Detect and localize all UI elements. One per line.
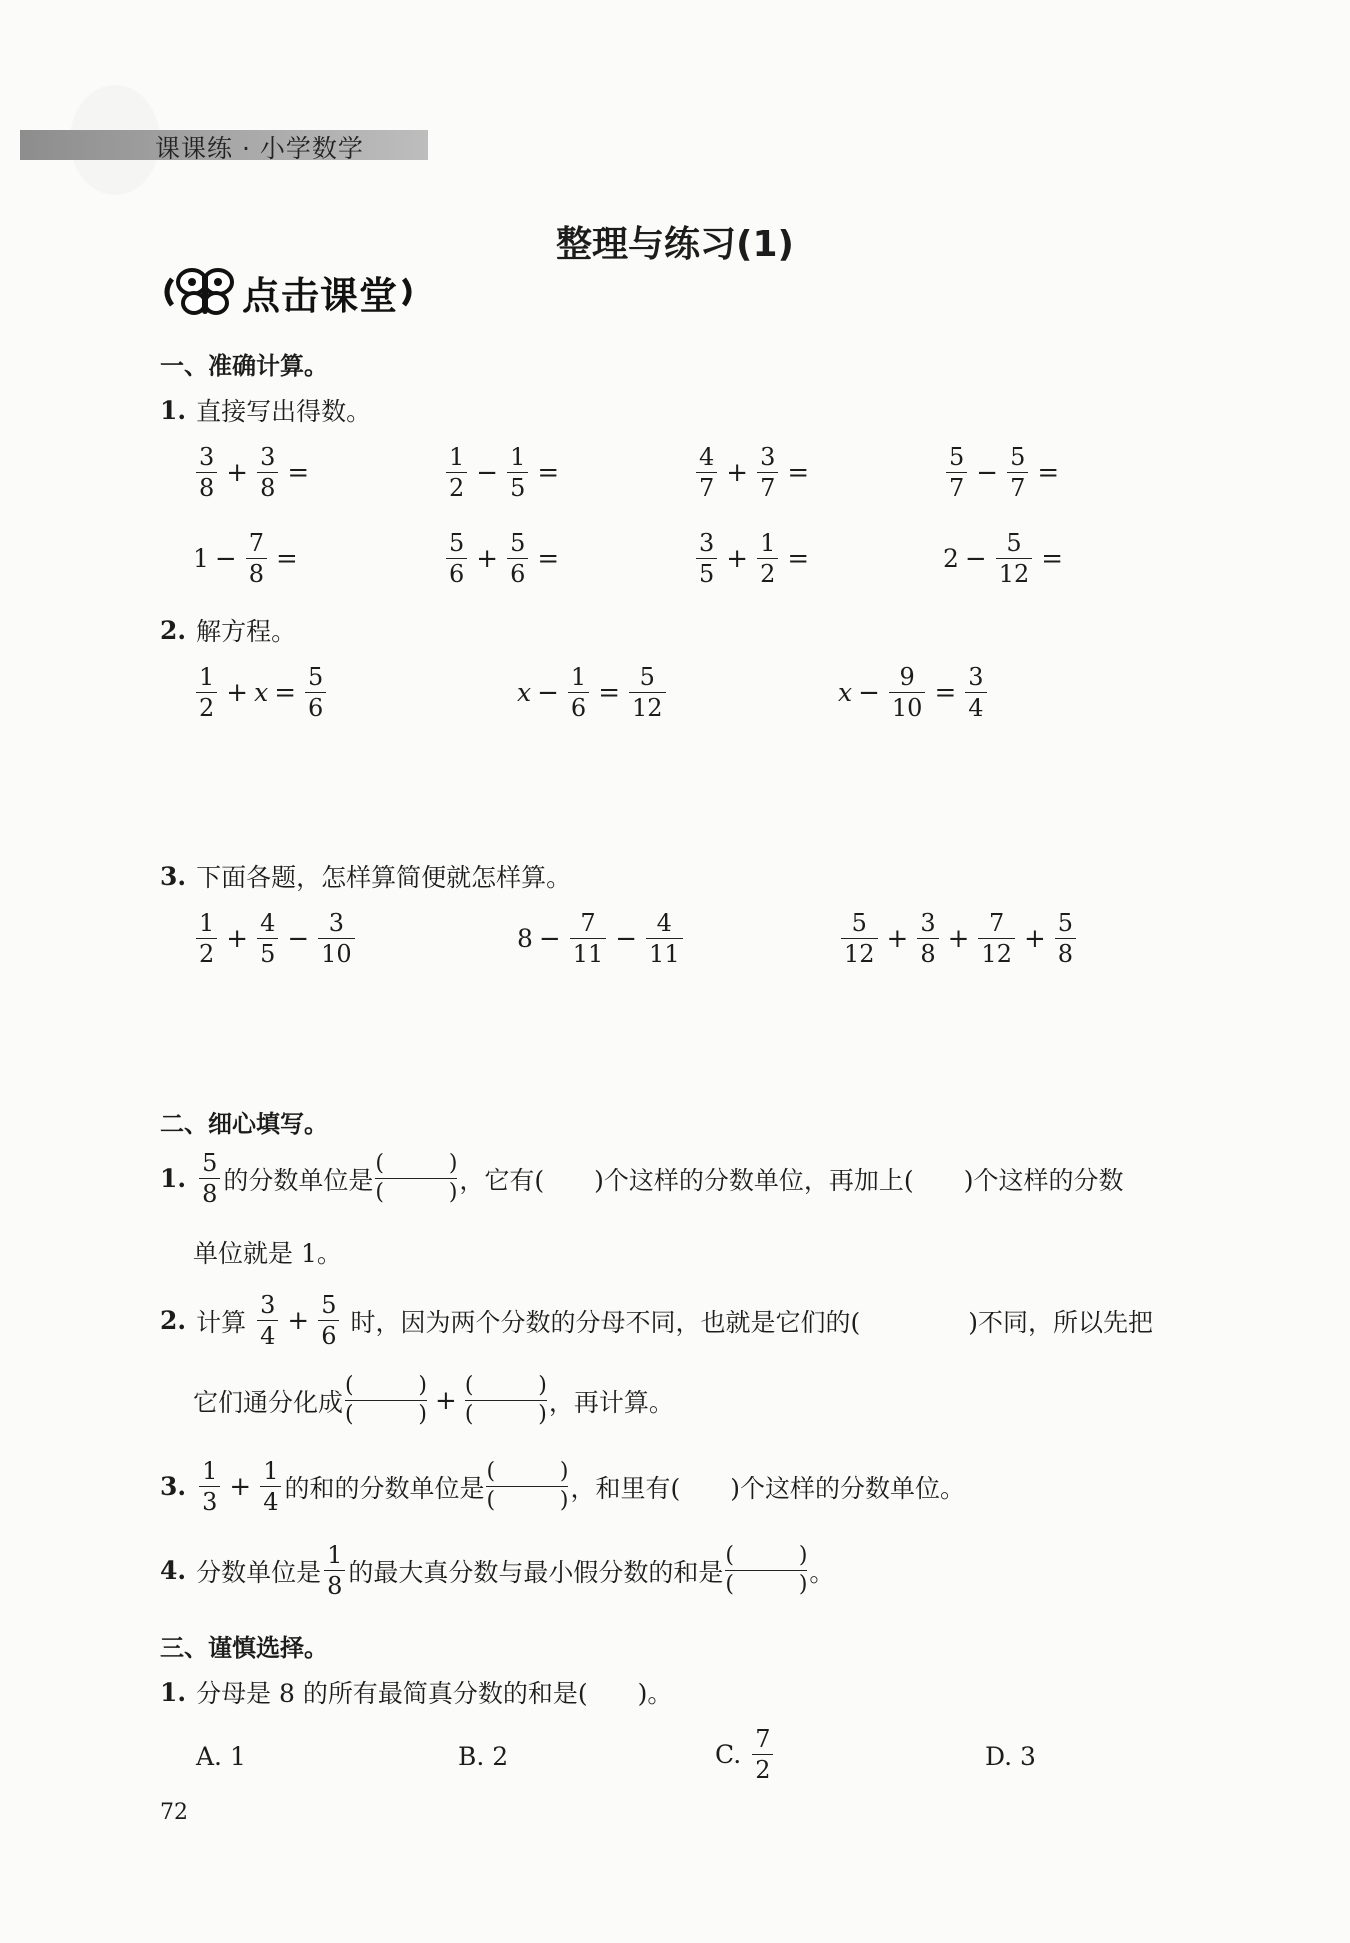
fraction: $\frac{1}{6}$ [568,662,589,723]
fraction: $\frac{5}{12}$ [996,528,1033,589]
question-text: 下面各题，怎样算简便就怎样算。 [196,863,572,892]
option-b[interactable]: B. 2 [458,1742,509,1771]
fraction: $\frac{3}{8}$ [196,442,217,503]
p2-q1: 1. $\frac{5}{8}$ 的分数单位是 ( ) ( ) ，它有( )个这样的分数单位，再加上( )个这样的分数 [160,1149,1124,1208]
fraction: $\frac{7}{12}$ [978,908,1015,969]
calc-2: $\frac{1}{2}$ − $\frac{1}{5}$ = [443,442,565,503]
calc-4: $\frac{5}{7}$ − $\frac{5}{7}$ = [943,442,1065,503]
page-title: 整理与练习(1) [556,224,794,265]
section-1-heading: 一、准确计算。 [160,352,328,380]
fraction: $\frac{5}{6}$ [507,528,528,589]
question-number: 3. [160,861,187,891]
badge-left-bracket-icon [160,277,174,307]
section-3-heading: 三、谨慎选择。 [160,1634,328,1662]
answer-blank-fraction[interactable]: ( ) ( ) [464,1373,547,1427]
fraction: $\frac{7}{11}$ [570,908,607,969]
equation-2: x − $\frac{1}{6}$ = $\frac{5}{12}$ [517,662,669,723]
p1-q2-heading [160,612,296,648]
fraction: $\frac{5}{7}$ [1007,442,1028,503]
fraction: $\frac{3}{4}$ [257,1290,278,1351]
fraction: $\frac{5}{6}$ [305,662,326,723]
equation-1: $\frac{1}{2}$ + x = $\frac{5}{6}$ [193,662,329,723]
p2-q2: 2. 计算 $\frac{3}{4}$ + $\frac{5}{6}$ 时，因为两个分数的分母不同，也就是它们的( )不同，所以先把 [160,1291,1154,1350]
answer-blank-fraction[interactable]: ( ) ( ) [345,1373,428,1427]
fraction: $\frac{3}{5}$ [696,528,717,589]
p3-q1: 1. 分母是 8 的所有最简真分数的和是( )。 [160,1677,673,1708]
page-number: 72 [160,1800,188,1825]
fraction: $\frac{5}{12}$ [629,662,666,723]
fraction: $\frac{5}{6}$ [446,528,467,589]
p2-q2-line2: 它们通分化成 ( ) ( ) + ( ) ( ) ，再计算。 [193,1373,674,1427]
calc-3: $\frac{4}{7}$ + $\frac{3}{7}$ = [693,442,815,503]
equation-3: x − $\frac{9}{10}$ = $\frac{3}{4}$ [838,662,990,723]
calc-1: $\frac{3}{8}$ + $\frac{3}{8}$ = [193,442,315,503]
header-text: 课课练 · 小学数学 [155,134,364,163]
fraction: $\frac{5}{12}$ [841,908,878,969]
badge-right-bracket-icon [402,277,416,307]
fraction: $\frac{7}{8}$ [246,528,267,589]
fraction: $\frac{3}{8}$ [917,908,938,969]
p2-q4: 4. 分数单位是 $\frac{1}{8}$ 的最大真分数与最小假分数的和是 ( ) ( ) 。 [160,1541,835,1600]
fraction: $\frac{1}{2}$ [757,528,778,589]
fraction: $\frac{1}{2}$ [446,442,467,503]
fraction: $\frac{1}{2}$ [196,662,217,723]
p1-q3-heading [160,858,571,894]
fraction: $\frac{1}{3}$ [199,1456,220,1517]
calc-5: 1 − $\frac{7}{8}$ = [193,529,298,588]
p2-q3: 3. $\frac{1}{3}$ + $\frac{1}{4}$ 的和的分数单位是 ( ) ( ) ，和里有( )个这样的分数单位。 [160,1457,966,1516]
option-d[interactable]: D. 3 [985,1742,1036,1771]
answer-blank-fraction[interactable]: ( ) ( ) [725,1543,808,1597]
fraction: $\frac{3}{8}$ [257,442,278,503]
fraction: $\frac{1}{2}$ [196,908,217,969]
calc-6: $\frac{5}{6}$ + $\frac{5}{6}$ = [443,528,565,589]
fraction: $\frac{1}{8}$ [324,1540,345,1601]
calc-7: $\frac{3}{5}$ + $\frac{1}{2}$ = [693,528,815,589]
fraction: $\frac{1}{5}$ [507,442,528,503]
fraction: $\frac{5}{8}$ [1055,908,1076,969]
calc-8: 2 − $\frac{5}{12}$ = [943,529,1064,588]
fraction: $\frac{9}{10}$ [889,662,926,723]
p1-q1-heading [160,392,371,428]
question-number: 2. [160,615,187,645]
section-2-heading: 二、细心填写。 [160,1110,328,1138]
fraction: $\frac{1}{4}$ [260,1456,281,1517]
simplify-3: $\frac{5}{12}$ + $\frac{3}{8}$ + $\frac{7}{12}$ + $\frac{5}{8}$ [838,908,1079,969]
option-c[interactable]: C. $\frac{7}{2}$ [715,1724,776,1785]
question-text: 解方程。 [196,617,297,646]
fraction: $\frac{3}{7}$ [757,442,778,503]
fraction: $\frac{4}{7}$ [696,442,717,503]
simplify-1: $\frac{1}{2}$ + $\frac{4}{5}$ − $\frac{3}{10}$ [193,908,358,969]
fraction: $\frac{5}{8}$ [199,1148,220,1209]
fraction: $\frac{3}{4}$ [965,662,986,723]
option-a[interactable]: A. 1 [196,1742,246,1771]
fraction: $\frac{4}{5}$ [257,908,278,969]
fraction: $\frac{3}{10}$ [318,908,355,969]
badge-dianji-ketang [160,266,416,318]
question-number: 1. [160,395,187,425]
badge-label: 点击课堂 [242,273,399,318]
butterfly-icon [174,266,236,318]
p2-q1-line2: 单位就是 1。 [193,1239,342,1268]
fraction: $\frac{5}{7}$ [946,442,967,503]
fraction: $\frac{5}{6}$ [318,1290,339,1351]
simplify-2: 8 − $\frac{7}{11}$ − $\frac{4}{11}$ [517,908,686,969]
fraction: $\frac{7}{2}$ [752,1724,773,1785]
question-text: 直接写出得数。 [196,397,372,426]
fraction: $\frac{4}{11}$ [646,908,683,969]
answer-blank-fraction[interactable]: ( ) ( ) [375,1151,458,1205]
answer-blank-fraction[interactable]: ( ) ( ) [486,1459,569,1513]
